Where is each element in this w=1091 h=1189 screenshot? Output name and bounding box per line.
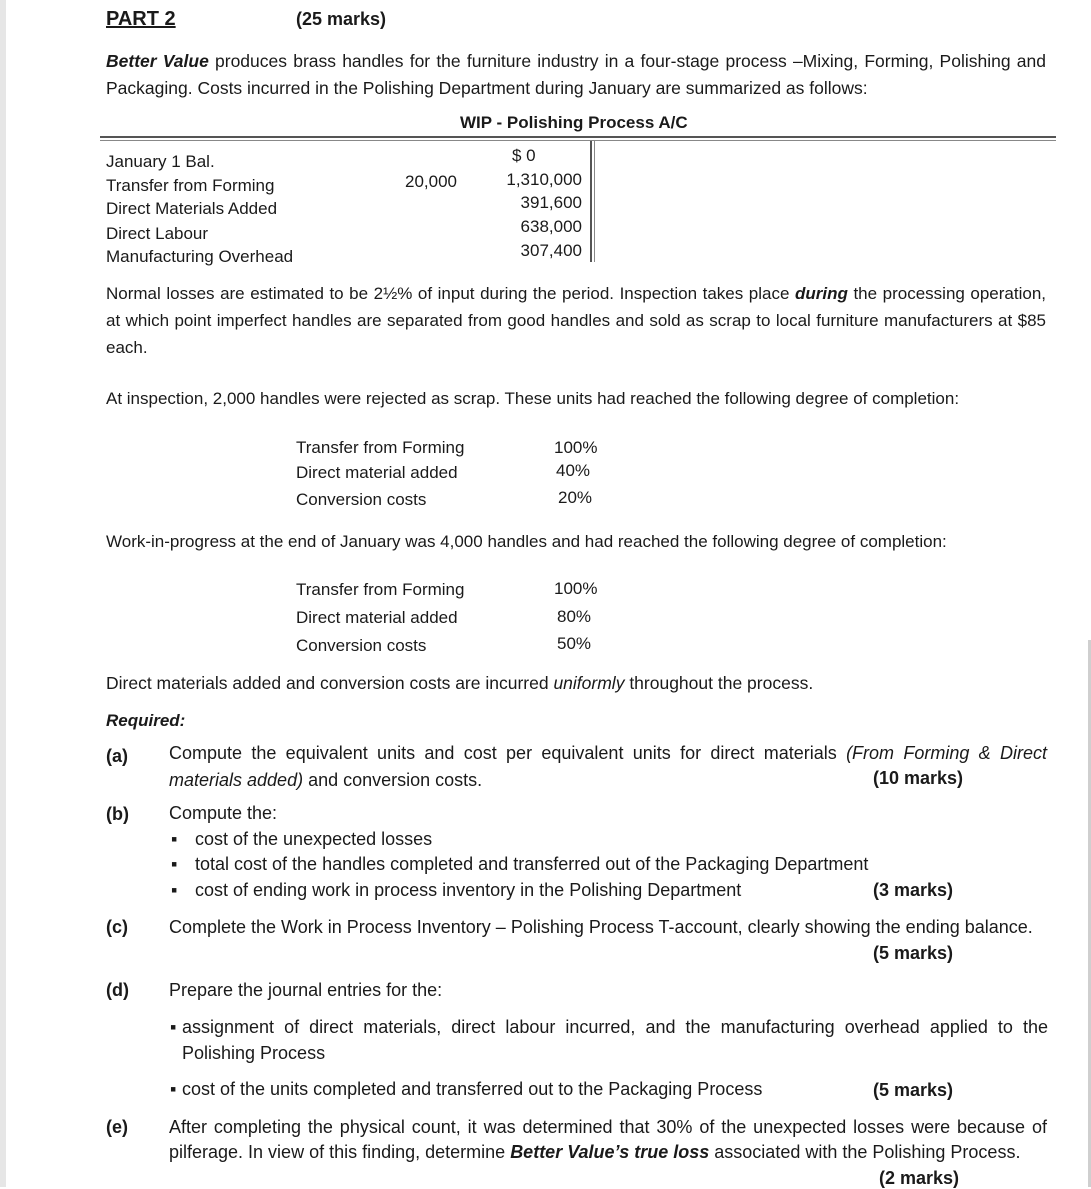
completion-value: 50% <box>557 634 592 653</box>
uniform-text: Direct materials added and conversion costs are incurred <box>106 673 554 693</box>
completion-label: Conversion costs <box>296 490 427 509</box>
question-a-marks: (10 marks) <box>873 768 964 788</box>
question-a-text-1: Compute the equivalent units and cost per equivalent units for direct materials <box>169 743 847 763</box>
question-d-bullet-text: assignment of direct materials, direct labour incurred, and the manufacturing overhead applied to the Polishing Process <box>182 1017 1048 1063</box>
question-a-label: (a) <box>106 746 128 766</box>
t-account-title: WIP - Polishing Process A/C <box>460 113 688 132</box>
t-account-center-rule-2 <box>594 141 595 262</box>
question-a-emphasis: (From Forming & Direct materials added) <box>169 743 1048 790</box>
part-title: PART 2 <box>106 8 176 30</box>
question-d-label: (d) <box>106 980 129 1000</box>
t-row-label: Transfer from Forming <box>106 176 275 195</box>
intro-text: produces brass handles for the furniture industry in a four-stage process –Mixing, Forming, Polishing and Packaging. Costs incurred in the Polishing Department during January are summarized as follows: <box>106 51 1046 98</box>
question-d-bullet-text: cost of the units completed and transferred out to the Packaging Process <box>182 1079 763 1099</box>
inspection-text: At inspection, 2,000 handles were rejected as scrap. These units had reached the following degree of completion: <box>106 389 960 408</box>
completion-label: Direct material added <box>296 608 458 627</box>
completion-label: Transfer from Forming <box>296 580 465 599</box>
question-c-marks: (5 marks) <box>873 943 954 963</box>
bullet-icon: ▪ <box>170 1017 177 1037</box>
uniform-sentence <box>106 673 813 694</box>
question-d-bullet <box>170 1014 1048 1066</box>
uniform-emphasis: uniformly <box>553 673 625 693</box>
normal-losses-text: Normal losses are estimated to be 2½% of input during the period. Inspection takes place <box>106 284 796 303</box>
normal-losses-text-2: the processing operation, at which point imperfect handles are separated from good handles and sold as scrap to local furniture manufacturers at $85 each. <box>106 284 1047 357</box>
completion-value: 20% <box>558 488 593 507</box>
question-a-text-2: and conversion costs. <box>303 770 483 790</box>
t-row-label: Direct Materials Added <box>106 199 278 218</box>
completion-value: 80% <box>557 607 592 626</box>
company-name: Better Value <box>106 51 209 71</box>
t-account-top-rule-2 <box>100 140 1056 141</box>
t-row-amount: 638,000 <box>520 217 582 236</box>
page-left-edge <box>0 0 6 1187</box>
t-row-units: 20,000 <box>405 172 457 191</box>
question-b-label: (b) <box>106 804 129 824</box>
question-d-intro: Prepare the journal entries for the: <box>169 980 443 1000</box>
required-heading: Required: <box>106 711 186 730</box>
t-row-amount: $ 0 <box>512 146 536 165</box>
uniform-text-2: throughout the process. <box>624 673 814 693</box>
t-row-label: Manufacturing Overhead <box>106 247 294 266</box>
question-e-emphasis: Better Value’s true loss <box>510 1142 710 1162</box>
normal-losses-paragraph <box>106 280 1046 361</box>
question-b-bullet: ▪ cost of the unexpected losses <box>195 829 432 850</box>
bullet-icon: ▪ <box>170 1079 177 1099</box>
question-e-marks: (2 marks) <box>879 1168 960 1188</box>
part-marks: (25 marks) <box>296 9 387 29</box>
completion-label: Direct material added <box>296 463 458 482</box>
t-row-label: January 1 Bal. <box>106 152 215 171</box>
t-account-top-rule <box>100 136 1056 138</box>
t-row-amount: 391,600 <box>520 193 582 212</box>
completion-label: Conversion costs <box>296 636 427 655</box>
question-d-marks: (5 marks) <box>873 1080 954 1100</box>
completion-value: 40% <box>556 461 591 480</box>
question-e-text <box>169 1115 1047 1165</box>
wip-end-text: Work-in-progress at the end of January was 4,000 handles and had reached the following degree of completion: <box>106 532 947 551</box>
question-e-text-2: associated with the Polishing Process. <box>709 1142 1021 1162</box>
question-c-label: (c) <box>106 917 128 937</box>
t-row-amount: 1,310,000 <box>506 170 582 189</box>
question-b-intro: Compute the: <box>169 803 278 823</box>
question-e-text-1: After completing the physical count, it was determined that 30% of the unexpected losses were because of pilferage. In view of this finding, determine <box>169 1117 1047 1162</box>
question-b-bullet: ▪ cost of ending work in process inventory in the Polishing Department <box>195 880 741 901</box>
t-account-center-rule <box>590 141 592 262</box>
question-b-bullet: ▪ total cost of the handles completed and transferred out of the Packaging Department <box>195 854 868 875</box>
question-b-marks: (3 marks) <box>873 880 954 900</box>
question-d-bullet <box>170 1079 763 1100</box>
t-row-amount: 307,400 <box>520 241 582 260</box>
completion-label: Transfer from Forming <box>296 438 465 457</box>
completion-value: 100% <box>554 579 598 598</box>
question-c-text: Complete the Work in Process Inventory – Polishing Process T-account, clearly showing the ending balance. <box>169 917 1033 937</box>
completion-value: 100% <box>554 438 598 457</box>
normal-losses-emphasis: during <box>795 284 848 303</box>
t-row-label: Direct Labour <box>106 224 209 243</box>
question-e-label: (e) <box>106 1117 128 1137</box>
intro-paragraph <box>106 48 1046 102</box>
